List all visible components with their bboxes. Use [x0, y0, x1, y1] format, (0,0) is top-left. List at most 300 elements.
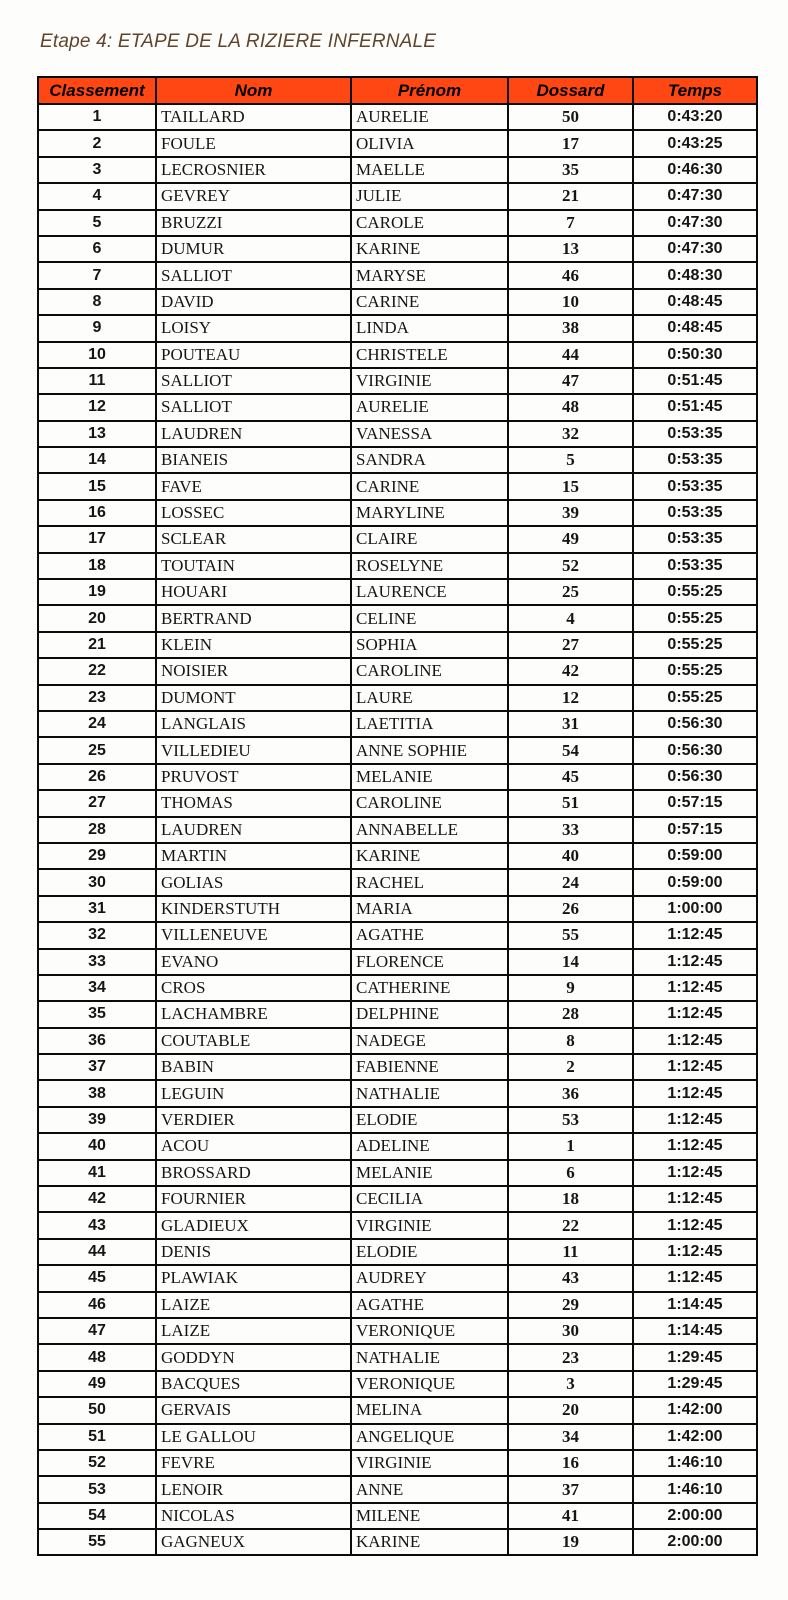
table-row	[38, 579, 757, 605]
nom-cell: BROSSARD	[156, 1160, 351, 1186]
temps-cell: 1:12:45	[633, 1186, 757, 1212]
temps-cell: 1:12:45	[633, 1160, 757, 1186]
prenom-cell: AGATHE	[351, 922, 508, 948]
prenom-cell: ELODIE	[351, 1107, 508, 1133]
nom-cell: POUTEAU	[156, 342, 351, 368]
dossard-cell: 16	[508, 1450, 633, 1476]
dossard-cell: 37	[508, 1476, 633, 1502]
classement-cell: 11	[38, 368, 156, 394]
nom-cell: BRUZZI	[156, 210, 351, 236]
temps-cell: 0:48:45	[633, 289, 757, 315]
dossard-cell: 44	[508, 342, 633, 368]
nom-cell: LECROSNIER	[156, 157, 351, 183]
prenom-cell: NADEGE	[351, 1028, 508, 1054]
table-row	[38, 526, 757, 552]
header-prenom: Prénom	[351, 77, 508, 104]
temps-cell: 0:53:35	[633, 447, 757, 473]
results-table-body	[38, 104, 757, 1555]
table-row	[38, 553, 757, 579]
classement-cell: 28	[38, 817, 156, 843]
table-row	[38, 1371, 757, 1397]
classement-cell: 53	[38, 1476, 156, 1502]
table-row	[38, 1476, 757, 1502]
nom-cell: SCLEAR	[156, 526, 351, 552]
table-row	[38, 1503, 757, 1529]
prenom-cell: CAROLE	[351, 210, 508, 236]
dossard-cell: 5	[508, 447, 633, 473]
prenom-cell: FABIENNE	[351, 1054, 508, 1080]
prenom-cell: ANNABELLE	[351, 817, 508, 843]
classement-cell: 35	[38, 1001, 156, 1027]
classement-cell: 2	[38, 130, 156, 156]
nom-cell: COUTABLE	[156, 1028, 351, 1054]
table-row	[38, 1212, 757, 1238]
dossard-cell: 25	[508, 579, 633, 605]
prenom-cell: VIRGINIE	[351, 368, 508, 394]
dossard-cell: 6	[508, 1160, 633, 1186]
dossard-cell: 49	[508, 526, 633, 552]
temps-cell: 0:47:30	[633, 183, 757, 209]
table-row	[38, 262, 757, 288]
nom-cell: KLEIN	[156, 632, 351, 658]
dossard-cell: 33	[508, 817, 633, 843]
classement-cell: 45	[38, 1265, 156, 1291]
page-title: Etape 4: ETAPE DE LA RIZIERE INFERNALE	[40, 31, 437, 52]
temps-cell: 0:51:45	[633, 394, 757, 420]
dossard-cell: 45	[508, 764, 633, 790]
classement-cell: 32	[38, 922, 156, 948]
table-row	[38, 473, 757, 499]
classement-cell: 14	[38, 447, 156, 473]
prenom-cell: ANNE SOPHIE	[351, 737, 508, 763]
dossard-cell: 36	[508, 1080, 633, 1106]
dossard-cell: 22	[508, 1212, 633, 1238]
classement-cell: 34	[38, 975, 156, 1001]
temps-cell: 1:46:10	[633, 1476, 757, 1502]
classement-cell: 46	[38, 1292, 156, 1318]
dossard-cell: 23	[508, 1344, 633, 1370]
nom-cell: BACQUES	[156, 1371, 351, 1397]
dossard-cell: 35	[508, 157, 633, 183]
dossard-cell: 52	[508, 553, 633, 579]
temps-cell: 0:46:30	[633, 157, 757, 183]
temps-cell: 0:56:30	[633, 711, 757, 737]
dossard-cell: 8	[508, 1028, 633, 1054]
temps-cell: 1:12:45	[633, 922, 757, 948]
classement-cell: 19	[38, 579, 156, 605]
table-row	[38, 869, 757, 895]
table-row	[38, 1292, 757, 1318]
nom-cell: THOMAS	[156, 790, 351, 816]
temps-cell: 0:55:25	[633, 632, 757, 658]
prenom-cell: SOPHIA	[351, 632, 508, 658]
table-row	[38, 1028, 757, 1054]
table-row	[38, 1529, 757, 1555]
classement-cell: 44	[38, 1239, 156, 1265]
dossard-cell: 28	[508, 1001, 633, 1027]
table-row	[38, 1344, 757, 1370]
table-row	[38, 130, 757, 156]
dossard-cell: 42	[508, 658, 633, 684]
prenom-cell: MARIA	[351, 896, 508, 922]
temps-cell: 1:46:10	[633, 1450, 757, 1476]
prenom-cell: DELPHINE	[351, 1001, 508, 1027]
dossard-cell: 11	[508, 1239, 633, 1265]
prenom-cell: VANESSA	[351, 421, 508, 447]
prenom-cell: LAURENCE	[351, 579, 508, 605]
nom-cell: LEGUIN	[156, 1080, 351, 1106]
prenom-cell: CARINE	[351, 289, 508, 315]
nom-cell: LOSSEC	[156, 500, 351, 526]
table-row	[38, 632, 757, 658]
prenom-cell: ADELINE	[351, 1133, 508, 1159]
prenom-cell: CATHERINE	[351, 975, 508, 1001]
temps-cell: 0:57:15	[633, 790, 757, 816]
dossard-cell: 10	[508, 289, 633, 315]
table-row	[38, 764, 757, 790]
classement-cell: 33	[38, 949, 156, 975]
nom-cell: BABIN	[156, 1054, 351, 1080]
nom-cell: VERDIER	[156, 1107, 351, 1133]
temps-cell: 0:59:00	[633, 869, 757, 895]
classement-cell: 40	[38, 1133, 156, 1159]
classement-cell: 5	[38, 210, 156, 236]
prenom-cell: MAELLE	[351, 157, 508, 183]
nom-cell: DENIS	[156, 1239, 351, 1265]
dossard-cell: 48	[508, 394, 633, 420]
table-row	[38, 1107, 757, 1133]
classement-cell: 30	[38, 869, 156, 895]
prenom-cell: AGATHE	[351, 1292, 508, 1318]
nom-cell: DAVID	[156, 289, 351, 315]
nom-cell: GEVREY	[156, 183, 351, 209]
temps-cell: 0:47:30	[633, 236, 757, 262]
classement-cell: 10	[38, 342, 156, 368]
prenom-cell: LAURE	[351, 685, 508, 711]
table-row	[38, 236, 757, 262]
prenom-cell: ROSELYNE	[351, 553, 508, 579]
classement-cell: 55	[38, 1529, 156, 1555]
temps-cell: 1:00:00	[633, 896, 757, 922]
classement-cell: 13	[38, 421, 156, 447]
temps-cell: 1:12:45	[633, 1080, 757, 1106]
temps-cell: 1:12:45	[633, 1265, 757, 1291]
table-row	[38, 843, 757, 869]
nom-cell: GAGNEUX	[156, 1529, 351, 1555]
prenom-cell: FLORENCE	[351, 949, 508, 975]
prenom-cell: KARINE	[351, 1529, 508, 1555]
header-nom: Nom	[156, 77, 351, 104]
classement-cell: 36	[38, 1028, 156, 1054]
nom-cell: PLAWIAK	[156, 1265, 351, 1291]
temps-cell: 1:42:00	[633, 1397, 757, 1423]
table-row	[38, 605, 757, 631]
header-row	[38, 77, 757, 104]
nom-cell: GLADIEUX	[156, 1212, 351, 1238]
prenom-cell: KARINE	[351, 843, 508, 869]
nom-cell: FOULE	[156, 130, 351, 156]
temps-cell: 0:57:15	[633, 817, 757, 843]
classement-cell: 7	[38, 262, 156, 288]
dossard-cell: 39	[508, 500, 633, 526]
prenom-cell: MELANIE	[351, 1160, 508, 1186]
prenom-cell: ANGELIQUE	[351, 1424, 508, 1450]
classement-cell: 15	[38, 473, 156, 499]
table-row	[38, 157, 757, 183]
classement-cell: 8	[38, 289, 156, 315]
classement-cell: 12	[38, 394, 156, 420]
table-row	[38, 658, 757, 684]
table-row	[38, 1265, 757, 1291]
nom-cell: LANGLAIS	[156, 711, 351, 737]
temps-cell: 1:12:45	[633, 1028, 757, 1054]
dossard-cell: 40	[508, 843, 633, 869]
table-row	[38, 1186, 757, 1212]
dossard-cell: 38	[508, 315, 633, 341]
prenom-cell: KARINE	[351, 236, 508, 262]
table-row	[38, 711, 757, 737]
nom-cell: DUMUR	[156, 236, 351, 262]
prenom-cell: SANDRA	[351, 447, 508, 473]
classement-cell: 16	[38, 500, 156, 526]
dossard-cell: 41	[508, 1503, 633, 1529]
nom-cell: TOUTAIN	[156, 553, 351, 579]
temps-cell: 0:53:35	[633, 473, 757, 499]
dossard-cell: 7	[508, 210, 633, 236]
table-row	[38, 817, 757, 843]
nom-cell: FOURNIER	[156, 1186, 351, 1212]
temps-cell: 0:53:35	[633, 421, 757, 447]
prenom-cell: MARYLINE	[351, 500, 508, 526]
classement-cell: 41	[38, 1160, 156, 1186]
nom-cell: NICOLAS	[156, 1503, 351, 1529]
temps-cell: 0:43:20	[633, 104, 757, 130]
prenom-cell: MELINA	[351, 1397, 508, 1423]
nom-cell: HOUARI	[156, 579, 351, 605]
table-row	[38, 421, 757, 447]
dossard-cell: 3	[508, 1371, 633, 1397]
nom-cell: CROS	[156, 975, 351, 1001]
temps-cell: 1:29:45	[633, 1371, 757, 1397]
prenom-cell: CHRISTELE	[351, 342, 508, 368]
classement-cell: 23	[38, 685, 156, 711]
nom-cell: SALLIOT	[156, 262, 351, 288]
table-row	[38, 447, 757, 473]
temps-cell: 1:29:45	[633, 1344, 757, 1370]
dossard-cell: 17	[508, 130, 633, 156]
dossard-cell: 14	[508, 949, 633, 975]
temps-cell: 0:48:45	[633, 315, 757, 341]
prenom-cell: OLIVIA	[351, 130, 508, 156]
temps-cell: 1:42:00	[633, 1424, 757, 1450]
table-row	[38, 289, 757, 315]
dossard-cell: 24	[508, 869, 633, 895]
dossard-cell: 46	[508, 262, 633, 288]
dossard-cell: 32	[508, 421, 633, 447]
nom-cell: LOISY	[156, 315, 351, 341]
prenom-cell: CAROLINE	[351, 658, 508, 684]
temps-cell: 0:53:35	[633, 500, 757, 526]
nom-cell: ACOU	[156, 1133, 351, 1159]
nom-cell: LE GALLOU	[156, 1424, 351, 1450]
temps-cell: 0:50:30	[633, 342, 757, 368]
prenom-cell: VIRGINIE	[351, 1212, 508, 1238]
temps-cell: 1:12:45	[633, 949, 757, 975]
temps-cell: 0:53:35	[633, 526, 757, 552]
table-row	[38, 500, 757, 526]
classement-cell: 18	[38, 553, 156, 579]
table-row	[38, 315, 757, 341]
nom-cell: SALLIOT	[156, 368, 351, 394]
temps-cell: 0:43:25	[633, 130, 757, 156]
table-row	[38, 1239, 757, 1265]
nom-cell: MARTIN	[156, 843, 351, 869]
temps-cell: 1:12:45	[633, 975, 757, 1001]
nom-cell: LACHAMBRE	[156, 1001, 351, 1027]
classement-cell: 48	[38, 1344, 156, 1370]
temps-cell: 0:55:25	[633, 658, 757, 684]
table-row	[38, 342, 757, 368]
table-row	[38, 1133, 757, 1159]
dossard-cell: 50	[508, 104, 633, 130]
temps-cell: 2:00:00	[633, 1503, 757, 1529]
prenom-cell: AURELIE	[351, 394, 508, 420]
classement-cell: 38	[38, 1080, 156, 1106]
temps-cell: 0:55:25	[633, 685, 757, 711]
prenom-cell: NATHALIE	[351, 1344, 508, 1370]
classement-cell: 54	[38, 1503, 156, 1529]
nom-cell: FAVE	[156, 473, 351, 499]
prenom-cell: LAETITIA	[351, 711, 508, 737]
temps-cell: 0:51:45	[633, 368, 757, 394]
prenom-cell: CECILIA	[351, 1186, 508, 1212]
table-row	[38, 922, 757, 948]
dossard-cell: 19	[508, 1529, 633, 1555]
classement-cell: 51	[38, 1424, 156, 1450]
nom-cell: KINDERSTUTH	[156, 896, 351, 922]
nom-cell: LAIZE	[156, 1292, 351, 1318]
temps-cell: 1:12:45	[633, 1107, 757, 1133]
table-row	[38, 1054, 757, 1080]
prenom-cell: NATHALIE	[351, 1080, 508, 1106]
table-row	[38, 368, 757, 394]
prenom-cell: CAROLINE	[351, 790, 508, 816]
temps-cell: 2:00:00	[633, 1529, 757, 1555]
classement-cell: 50	[38, 1397, 156, 1423]
prenom-cell: VIRGINIE	[351, 1450, 508, 1476]
dossard-cell: 20	[508, 1397, 633, 1423]
classement-cell: 37	[38, 1054, 156, 1080]
table-row	[38, 104, 757, 130]
nom-cell: GODDYN	[156, 1344, 351, 1370]
temps-cell: 0:48:30	[633, 262, 757, 288]
nom-cell: TAILLARD	[156, 104, 351, 130]
temps-cell: 0:56:30	[633, 737, 757, 763]
nom-cell: LAUDREN	[156, 817, 351, 843]
dossard-cell: 26	[508, 896, 633, 922]
dossard-cell: 34	[508, 1424, 633, 1450]
table-row	[38, 210, 757, 236]
dossard-cell: 29	[508, 1292, 633, 1318]
temps-cell: 1:14:45	[633, 1318, 757, 1344]
nom-cell: LENOIR	[156, 1476, 351, 1502]
temps-cell: 0:59:00	[633, 843, 757, 869]
header-dossard: Dossard	[508, 77, 633, 104]
dossard-cell: 13	[508, 236, 633, 262]
classement-cell: 27	[38, 790, 156, 816]
prenom-cell: VERONIQUE	[351, 1371, 508, 1397]
temps-cell: 0:53:35	[633, 553, 757, 579]
prenom-cell: AURELIE	[351, 104, 508, 130]
temps-cell: 1:12:45	[633, 1212, 757, 1238]
nom-cell: PRUVOST	[156, 764, 351, 790]
classement-cell: 42	[38, 1186, 156, 1212]
table-row	[38, 737, 757, 763]
table-row	[38, 685, 757, 711]
classement-cell: 39	[38, 1107, 156, 1133]
temps-cell: 1:14:45	[633, 1292, 757, 1318]
header-temps: Temps	[633, 77, 757, 104]
prenom-cell: CELINE	[351, 605, 508, 631]
nom-cell: LAUDREN	[156, 421, 351, 447]
prenom-cell: MILENE	[351, 1503, 508, 1529]
classement-cell: 52	[38, 1450, 156, 1476]
classement-cell: 47	[38, 1318, 156, 1344]
temps-cell: 1:12:45	[633, 1054, 757, 1080]
dossard-cell: 4	[508, 605, 633, 631]
nom-cell: LAIZE	[156, 1318, 351, 1344]
classement-cell: 25	[38, 737, 156, 763]
prenom-cell: LINDA	[351, 315, 508, 341]
nom-cell: EVANO	[156, 949, 351, 975]
classement-cell: 20	[38, 605, 156, 631]
classement-cell: 3	[38, 157, 156, 183]
dossard-cell: 1	[508, 1133, 633, 1159]
table-row	[38, 975, 757, 1001]
table-row	[38, 1424, 757, 1450]
dossard-cell: 30	[508, 1318, 633, 1344]
dossard-cell: 21	[508, 183, 633, 209]
classement-cell: 4	[38, 183, 156, 209]
classement-cell: 43	[38, 1212, 156, 1238]
dossard-cell: 15	[508, 473, 633, 499]
classement-cell: 31	[38, 896, 156, 922]
table-row	[38, 949, 757, 975]
classement-cell: 9	[38, 315, 156, 341]
prenom-cell: VERONIQUE	[351, 1318, 508, 1344]
table-row	[38, 1318, 757, 1344]
classement-cell: 49	[38, 1371, 156, 1397]
table-row	[38, 1450, 757, 1476]
table-row	[38, 1160, 757, 1186]
classement-cell: 29	[38, 843, 156, 869]
prenom-cell: MARYSE	[351, 262, 508, 288]
temps-cell: 1:12:45	[633, 1239, 757, 1265]
nom-cell: SALLIOT	[156, 394, 351, 420]
prenom-cell: JULIE	[351, 183, 508, 209]
temps-cell: 0:47:30	[633, 210, 757, 236]
dossard-cell: 2	[508, 1054, 633, 1080]
classement-cell: 26	[38, 764, 156, 790]
temps-cell: 0:56:30	[633, 764, 757, 790]
dossard-cell: 55	[508, 922, 633, 948]
dossard-cell: 43	[508, 1265, 633, 1291]
nom-cell: DUMONT	[156, 685, 351, 711]
temps-cell: 1:12:45	[633, 1001, 757, 1027]
prenom-cell: MELANIE	[351, 764, 508, 790]
dossard-cell: 9	[508, 975, 633, 1001]
classement-cell: 22	[38, 658, 156, 684]
